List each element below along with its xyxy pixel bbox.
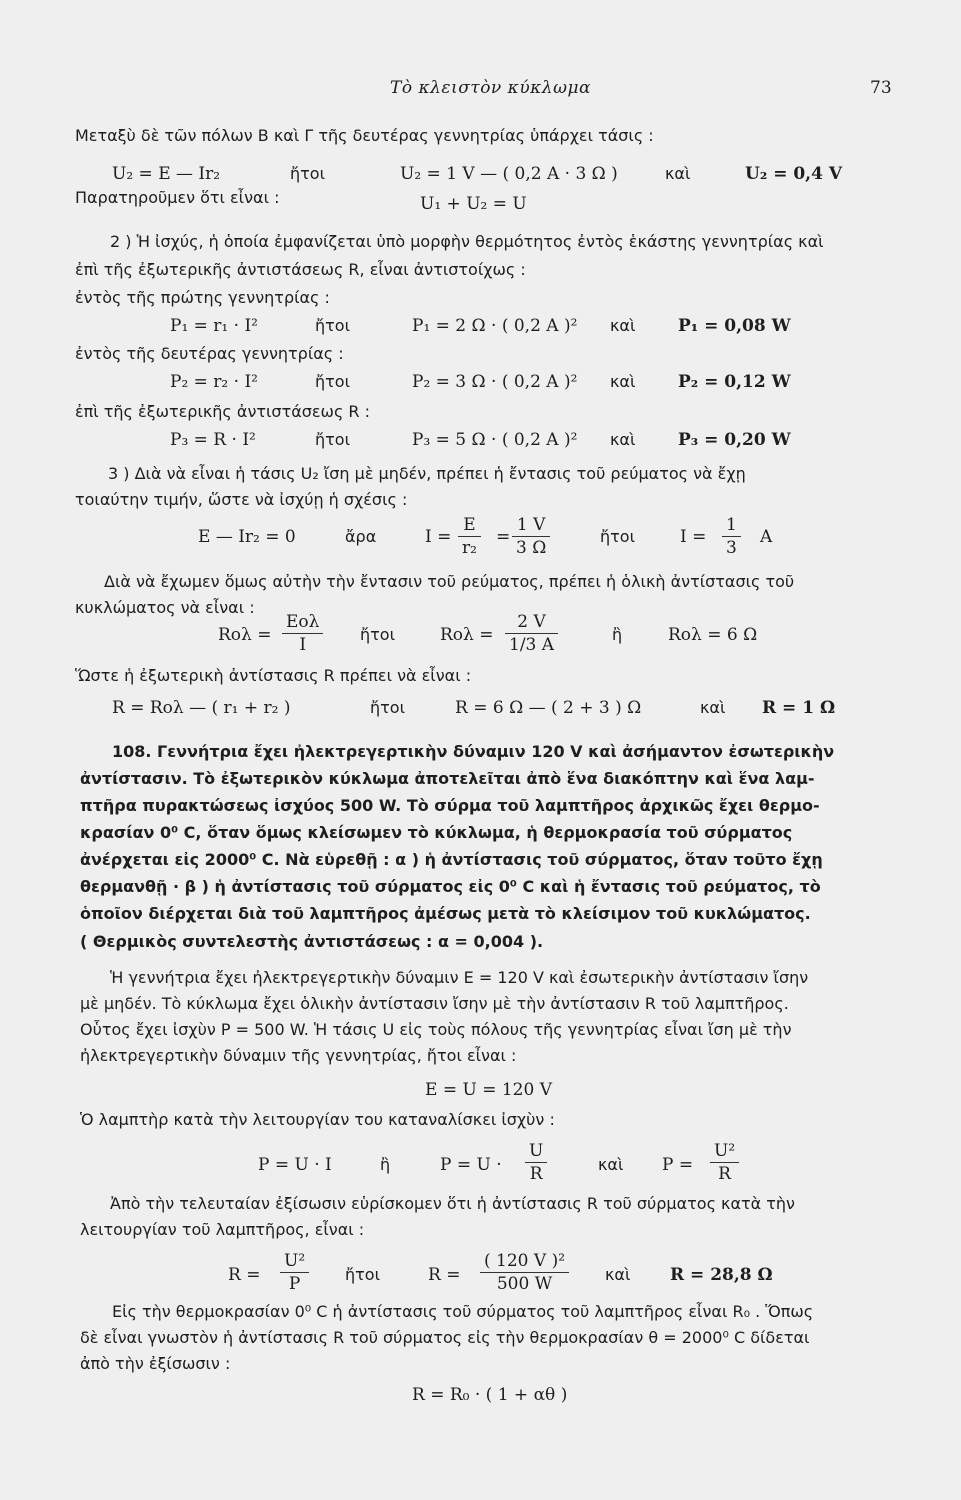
fraction: $\frac{1 V}{3 \Omega}$ [512, 514, 550, 559]
text-line: 2 ) Ἡ ἰσχύς, ἡ ὁποία ἐμφανίζεται ὑπὸ μορφὴν θερμότητος ἐντὸς ἑκάστης γεννητρίας καὶ [110, 232, 824, 251]
problem-line: ἀνέρχεται εἰς 2000⁰ C. Νὰ εὑρεθῇ : α ) ἡ ἀντίστασις τοῦ σύρματος, ὅταν τοῦτο ἔχῃ [80, 850, 823, 869]
text-line: 3 ) Διὰ νὰ εἶναι ἡ τάσις U₂ ἴση μὲ μηδέν, πρέπει ἡ ἔντασις τοῦ ρεύματος νὰ ἔχῃ [108, 464, 746, 483]
problem-line: 108. Γεννήτρια ἔχει ἠλεκτρεγερτικὴν δύναμιν 120 V καὶ ἀσήμαντον ἐσωτερικὴν [112, 742, 835, 761]
text-line: Ὥστε ἡ ἐξωτερικὴ ἀντίστασις R πρέπει νὰ εἶναι : [75, 666, 472, 685]
equation: Rολ = [218, 625, 272, 645]
fraction: $\frac{\text{U²}}{R}$ [710, 1140, 739, 1185]
text-word: ἄρα [345, 527, 377, 546]
equation: E = U = 120 V [425, 1080, 552, 1100]
equation: P₁ = r₁ · I² [170, 316, 258, 336]
text-word: ἢ [612, 625, 623, 644]
equation-result: R = 1 Ω [762, 698, 836, 718]
text-word: ἤτοι [360, 625, 395, 644]
equation-result: P₂ = 0,12 W [678, 372, 791, 392]
fraction: $\frac{U}{R}$ [525, 1140, 547, 1185]
problem-line: πτῆρα πυρακτώσεως ἰσχύος 500 W. Τὸ σύρμα τοῦ λαμπτῆρος ἀρχικῶς ἔχει θερμο- [80, 796, 820, 815]
equation: P₃ = R · I² [170, 430, 256, 450]
text-line: ἀπὸ τὴν ἐξίσωσιν : [80, 1354, 231, 1373]
text-word: ἢ [380, 1155, 391, 1174]
equation: A [760, 527, 773, 547]
text-line: ἠλεκτρεγερτικὴν δύναμιν τῆς γεννητρίας, ἤτοι εἶναι : [80, 1046, 517, 1065]
equation-result: R = 28,8 Ω [670, 1265, 773, 1285]
text-word: ἤτοι [345, 1265, 380, 1284]
equation: P = U · [440, 1155, 502, 1175]
equation: P₁ = 2 Ω · ( 0,2 A )² [412, 316, 578, 336]
text-word: ἤτοι [315, 316, 350, 335]
text-line: δὲ εἶναι γνωστὸν ἡ ἀντίστασις R τοῦ σύρματος εἰς τὴν θερμοκρασίαν θ = 2000⁰ C δίδεται [80, 1328, 810, 1347]
equation: P₃ = 5 Ω · ( 0,2 A )² [412, 430, 578, 450]
fraction: Eολ I [282, 611, 323, 656]
text-word: ἤτοι [370, 698, 405, 717]
equation: Rολ = 6 Ω [668, 625, 758, 645]
text-line: Παρατηροῦμεν ὅτι εἶναι : [75, 188, 280, 207]
equation: R = R₀ · ( 1 + αθ ) [412, 1385, 568, 1405]
equation: = [496, 527, 511, 547]
equation: R = [428, 1265, 461, 1285]
text-line: ἐπὶ τῆς ἐξωτερικῆς ἀντιστάσεως R : [75, 402, 371, 421]
text-line: Ἀπὸ τὴν τελευταίαν ἐξίσωσιν εὑρίσκομεν ὅτι ἡ ἀντίστασις R τοῦ σύρματος κατὰ τὴν [110, 1194, 795, 1213]
text-line: Ὁ λαμπτὴρ κατὰ τὴν λειτουργίαν του καταναλίσκει ἰσχὺν : [80, 1110, 555, 1129]
text-word: ἤτοι [315, 372, 350, 391]
text-word: καὶ [598, 1155, 624, 1174]
text-line: μὲ μηδέν. Τὸ κύκλωμα ἔχει ὁλικὴν ἀντίστασιν ἴσην μὲ τὴν ἀντίστασιν R τοῦ λαμπτῆρος. [80, 994, 789, 1013]
text-line: Οὗτος ἔχει ἰσχὺν P = 500 W. Ἡ τάσις U εἰς τοὺς πόλους τῆς γεννητρίας εἶναι ἴση μὲ τὴν [80, 1020, 792, 1039]
equation: R = Rολ — ( r₁ + r₂ ) [112, 698, 291, 718]
text-word: καὶ [605, 1265, 631, 1284]
equation-result: P₁ = 0,08 W [678, 316, 791, 336]
text-line: ἐπὶ τῆς ἐξωτερικῆς ἀντιστάσεως R, εἶναι ἀντιστοίχως : [75, 260, 526, 279]
fraction: $\frac{\text{( 120 V )²}}{500 W}$ [480, 1250, 569, 1295]
running-header: Τὸ κλειστὸν κύκλωμα [390, 78, 591, 98]
equation: P₂ = 3 Ω · ( 0,2 A )² [412, 372, 578, 392]
fraction: $\frac{1}{3}$ [722, 514, 741, 559]
equation: R = 6 Ω — ( 2 + 3 ) Ω [455, 698, 642, 718]
text-line: ἐντὸς τῆς δευτέρας γεννητρίας : [75, 344, 344, 363]
equation-result: P₃ = 0,20 W [678, 430, 791, 450]
equation: Rολ = [440, 625, 494, 645]
equation: U₂ = E — Ir₂ [112, 164, 221, 184]
equation: I = [425, 527, 452, 547]
text-word: καὶ [610, 430, 636, 449]
problem-line: κρασίαν 0⁰ C, ὅταν ὅμως κλείσωμεν τὸ κύκλωμα, ἡ θερμοκρασία τοῦ σύρματος [80, 823, 793, 842]
problem-line: ( Θερμικὸς συντελεστὴς ἀντιστάσεως : α = 0,004 ). [80, 932, 544, 951]
equation: U₂ = 1 V — ( 0,2 A · 3 Ω ) [400, 164, 618, 184]
text-word: ἤτοι [315, 430, 350, 449]
text-line: Ἡ γεννήτρια ἔχει ἠλεκτρεγερτικὴν δύναμιν E = 120 V καὶ ἐσωτερικὴν ἀντίστασιν ἴσην [110, 968, 809, 987]
text-line: Μεταξὺ δὲ τῶν πόλων Β καὶ Γ τῆς δευτέρας γεννητρίας ὑπάρχει τάσις : [75, 126, 654, 145]
equation: U₁ + U₂ = U [420, 194, 527, 214]
text-word: καὶ [665, 164, 691, 183]
equation: I = [680, 527, 707, 547]
equation: P = U · I [258, 1155, 332, 1175]
text-line: ἐντὸς τῆς πρώτης γεννητρίας : [75, 288, 330, 307]
equation: E — Ir₂ = 0 [198, 527, 296, 547]
text-line: τοιαύτην τιμήν, ὥστε νὰ ἰσχύῃ ἡ σχέσις : [75, 490, 408, 509]
equation-result: U₂ = 0,4 V [745, 164, 843, 184]
text-line: κυκλώματος νὰ εἶναι : [75, 598, 255, 617]
equation: P = [662, 1155, 694, 1175]
text-line: Εἰς τὴν θερμοκρασίαν 0⁰ C ἡ ἀντίστασις τοῦ σύρματος τοῦ λαμπτῆρος εἶναι R₀ . Ὅπως [112, 1302, 814, 1321]
fraction: $\frac{E}{\text{r₂}}$ [458, 514, 481, 559]
problem-line: ὁποῖον διέρχεται διὰ τοῦ λαμπτῆρος ἀμέσως μετὰ τὸ κλείσιμον τοῦ κυκλώματος. [80, 904, 811, 923]
page-number: 73 [870, 78, 892, 98]
text-word: καὶ [610, 372, 636, 391]
fraction: $\frac{\text{U²}}{P}$ [280, 1250, 309, 1295]
text-word: ἤτοι [600, 527, 635, 546]
text-line: Διὰ νὰ ἔχωμεν ὅμως αὐτὴν τὴν ἔντασιν τοῦ ρεύματος, πρέπει ἡ ὁλικὴ ἀντίστασις τοῦ [104, 572, 795, 591]
text-word: καὶ [700, 698, 726, 717]
text-word: ἤτοι [290, 164, 325, 183]
fraction: $\frac{2 V}{1/3 A}$ [505, 611, 558, 656]
problem-line: ἀντίστασιν. Τὸ ἐξωτερικὸν κύκλωμα ἀποτελεῖται ἀπὸ ἕνα διακόπτην καὶ ἕνα λαμ- [80, 769, 815, 788]
text-word: καὶ [610, 316, 636, 335]
text-line: λειτουργίαν τοῦ λαμπτῆρος, εἶναι : [80, 1220, 365, 1239]
equation: R = [228, 1265, 261, 1285]
equation: P₂ = r₂ · I² [170, 372, 258, 392]
problem-line: θερμανθῇ · β ) ἡ ἀντίστασις τοῦ σύρματος εἰς 0⁰ C καὶ ἡ ἔντασις τοῦ ρεύματος, τὸ [80, 877, 821, 896]
